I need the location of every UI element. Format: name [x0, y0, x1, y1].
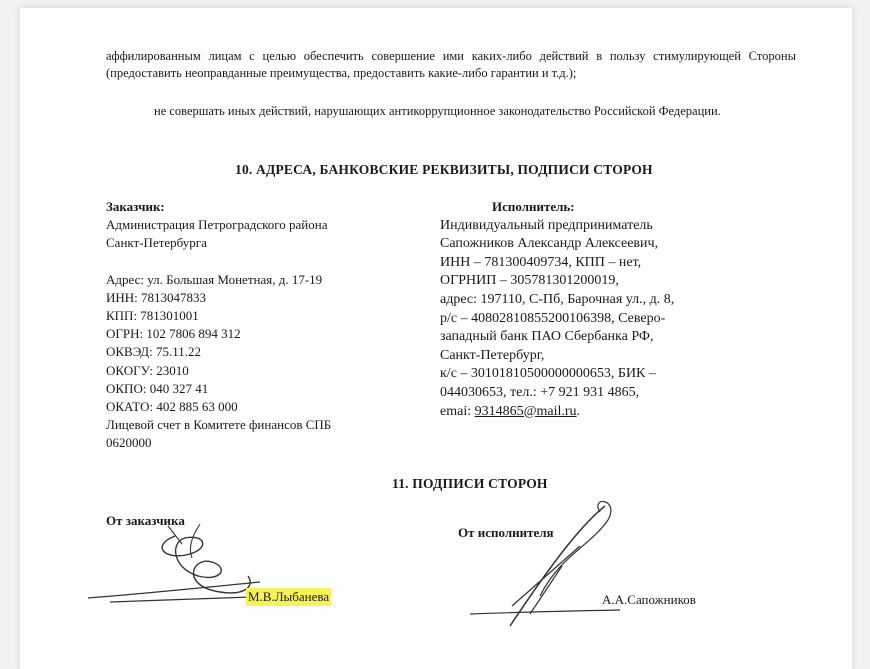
customer-signatory-name: М.В.Лыбанева [248, 589, 330, 604]
contractor-line: 044030653, тел.: +7 921 931 4865, [440, 384, 640, 400]
email-link[interactable]: 9314865@mail.ru [474, 403, 577, 419]
contractor-line: западный банк ПАО Сбербанка РФ, [440, 329, 654, 345]
contractor-details [440, 198, 770, 421]
customer-inn: ИНН: 7813047833 [106, 289, 207, 305]
paragraph-affiliated: аффилированным лицам с целью обеспечить совершение ими каких-либо действий в пользу стимулирующей Стороны (предоставить неоправданные преимущества, предоставить какие-либо гарантии и т.д.); [106, 49, 796, 80]
customer-ogrn: ОГРН: 102 7806 894 312 [106, 326, 241, 342]
contractor-line: ОГРНИП – 305781301200019, [440, 273, 619, 289]
customer-details [106, 198, 436, 453]
contractor-role: Исполнитель: [492, 199, 575, 214]
contractor-line: к/с – 30101810500000000653, БИК – [440, 366, 656, 382]
contractor-line: Санкт-Петербург, [440, 347, 545, 363]
contractor-line: ИНН – 781300409734, КПП – нет, [440, 254, 642, 270]
email-prefix: emai: [440, 403, 475, 419]
spacer [106, 253, 436, 271]
section-11-title: 11. ПОДПИСИ СТОРОН [392, 476, 548, 491]
contractor-signatory-name: А.А.Сапожников [602, 592, 696, 607]
customer-kpp: КПП: 781301001 [106, 308, 199, 324]
customer-signature-label: От заказчика [106, 513, 185, 528]
customer-okato: ОКАТО: 402 885 63 000 [106, 399, 238, 415]
section-10-title: 10. АДРЕСА, БАНКОВСКИЕ РЕКВИЗИТЫ, ПОДПИСИ СТОРОН [235, 162, 653, 177]
contractor-email-line [440, 403, 770, 422]
customer-role: Заказчик: [106, 199, 165, 214]
customer-okogu: ОКОГУ: 23010 [106, 362, 189, 378]
customer-account-number: 0620000 [106, 435, 152, 451]
document-page [20, 8, 852, 669]
contractor-line: р/с – 40802810855200106398, Северо- [440, 310, 666, 326]
customer-account: Лицевой счет в Комитете финансов СПБ [106, 417, 332, 433]
contractor-line: адрес: 197110, С-Пб, Барочная ул., д. 8, [440, 291, 675, 307]
customer-okpo: ОКПО: 040 327 41 [106, 380, 209, 396]
customer-okved: ОКВЭД: 75.11.22 [106, 344, 201, 360]
email-suffix: . [576, 403, 581, 419]
customer-address: Адрес: ул. Большая Монетная, д. 17-19 [106, 271, 323, 287]
contractor-signature-label: От исполнителя [458, 525, 554, 540]
customer-org-line: Администрация Петроградского района [106, 217, 328, 233]
contractor-line: Индивидуальный предприниматель [440, 217, 653, 233]
customer-org-line: Санкт-Петербурга [106, 235, 207, 251]
contractor-signature-icon [450, 486, 640, 636]
contractor-line: Сапожников Александр Алексеевич, [440, 236, 659, 252]
paragraph-anticorruption: не совершать иных действий, нарушающих антикоррупционное законодательство Российской Федерации. [154, 104, 721, 118]
